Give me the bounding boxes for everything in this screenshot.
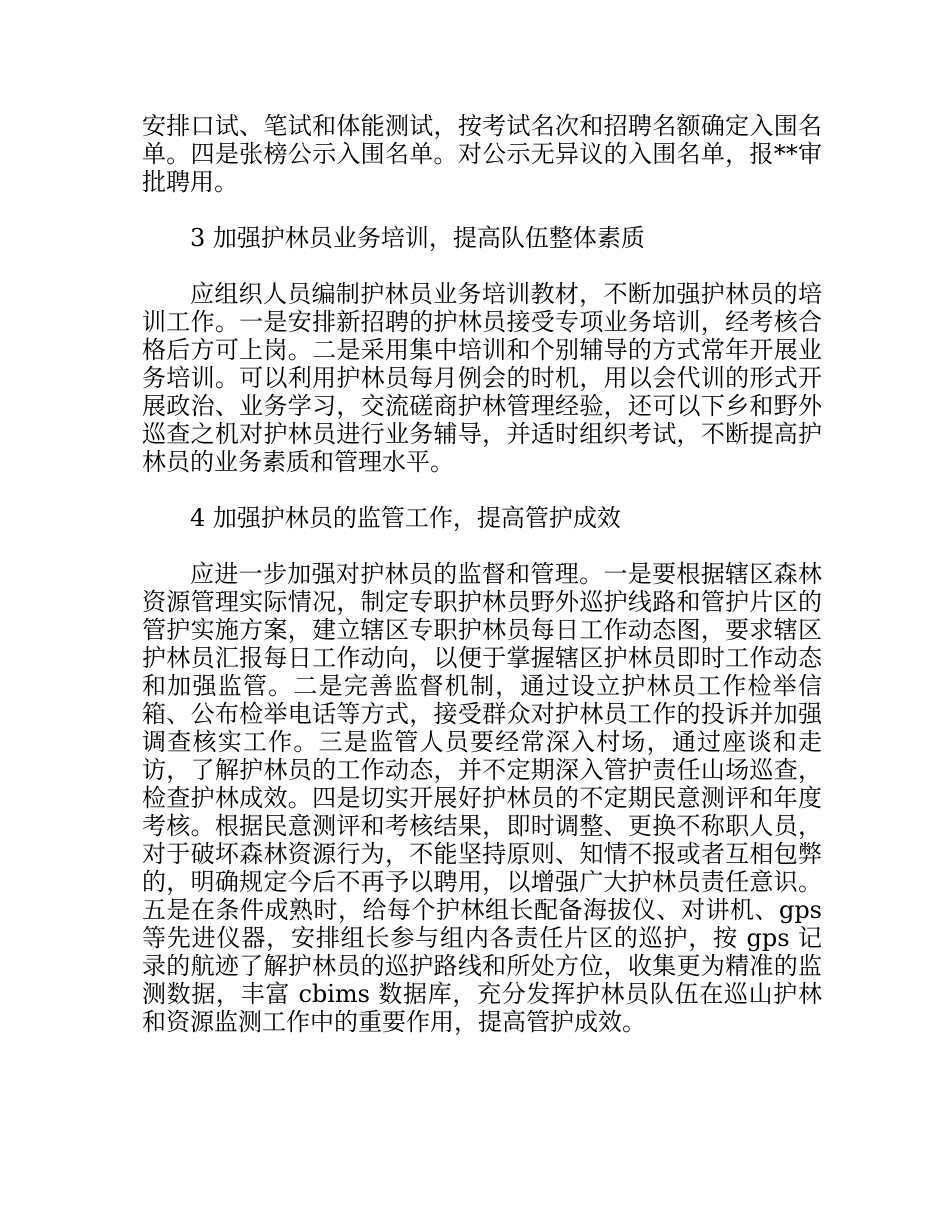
document-body xyxy=(142,112,822,1064)
section-heading-4: 4 加强护林员的监管工作，提高管护成效 xyxy=(190,504,621,532)
paragraph-supervision: 应进一步加强对护林员的监督和管理。一是要根据辖区森林资源管理实际情况，制定专职护林员野外巡护线路和管护片区的管护实施方案，建立辖区专职护林员每日工作动态图，要求辖区护林员汇报每日工作动向，以便于掌握辖区护林员即时工作动态和加强监管。二是完善监督机制，通过设立护林员工作检举信箱、公布检举电话等方式，接受群众对护林员工作的投诉并加强调查核实工作。三是监管人员要经常深入村场，通过座谈和走访，了解护林员的工作动态，并不定期深入管护责任山场巡查，检查护林成效。四是切实开展好护林员的不定期民意测评和年度考核。根据民意测评和考核结果，即时调整、更换不称职人员，对于破坏森林资源行为，不能坚持原则、知情不报或者互相包弊的，明确规定今后不再予以聘用，以增强广大护林员责任意识。五是在条件成熟时，给每个护林组长配备海拔仪、对讲机、gps 等先进仪器，安排组长参与组内各责任片区的巡护，按 gps 记录的航迹了解护林员的巡护路线和所处方位，收集更为精准的监测数据，丰富 cbims 数据库，充分发挥护林员队伍在巡山护林和资源监测工作中的重要作用，提高管护成效。 xyxy=(142,560,822,1036)
paragraph-continuation: 安排口试、笔试和体能测试，按考试名次和招聘名额确定入围名单。四是张榜公示入围名单。对公示无异议的入围名单，报**审批聘用。 xyxy=(142,112,822,196)
section-heading-3: 3 加强护林员业务培训，提高队伍整体素质 xyxy=(190,224,645,252)
paragraph-training: 应组织人员编制护林员业务培训教材，不断加强护林员的培训工作。一是安排新招聘的护林员接受专项业务培训，经考核合格后方可上岗。二是采用集中培训和个别辅导的方式常年开展业务培训。可以利用护林员每月例会的时机，用以会代训的形式开展政治、业务学习，交流磋商护林管理经验，还可以下乡和野外巡查之机对护林员进行业务辅导，并适时组织考试，不断提高护林员的业务素质和管理水平。 xyxy=(142,280,822,476)
